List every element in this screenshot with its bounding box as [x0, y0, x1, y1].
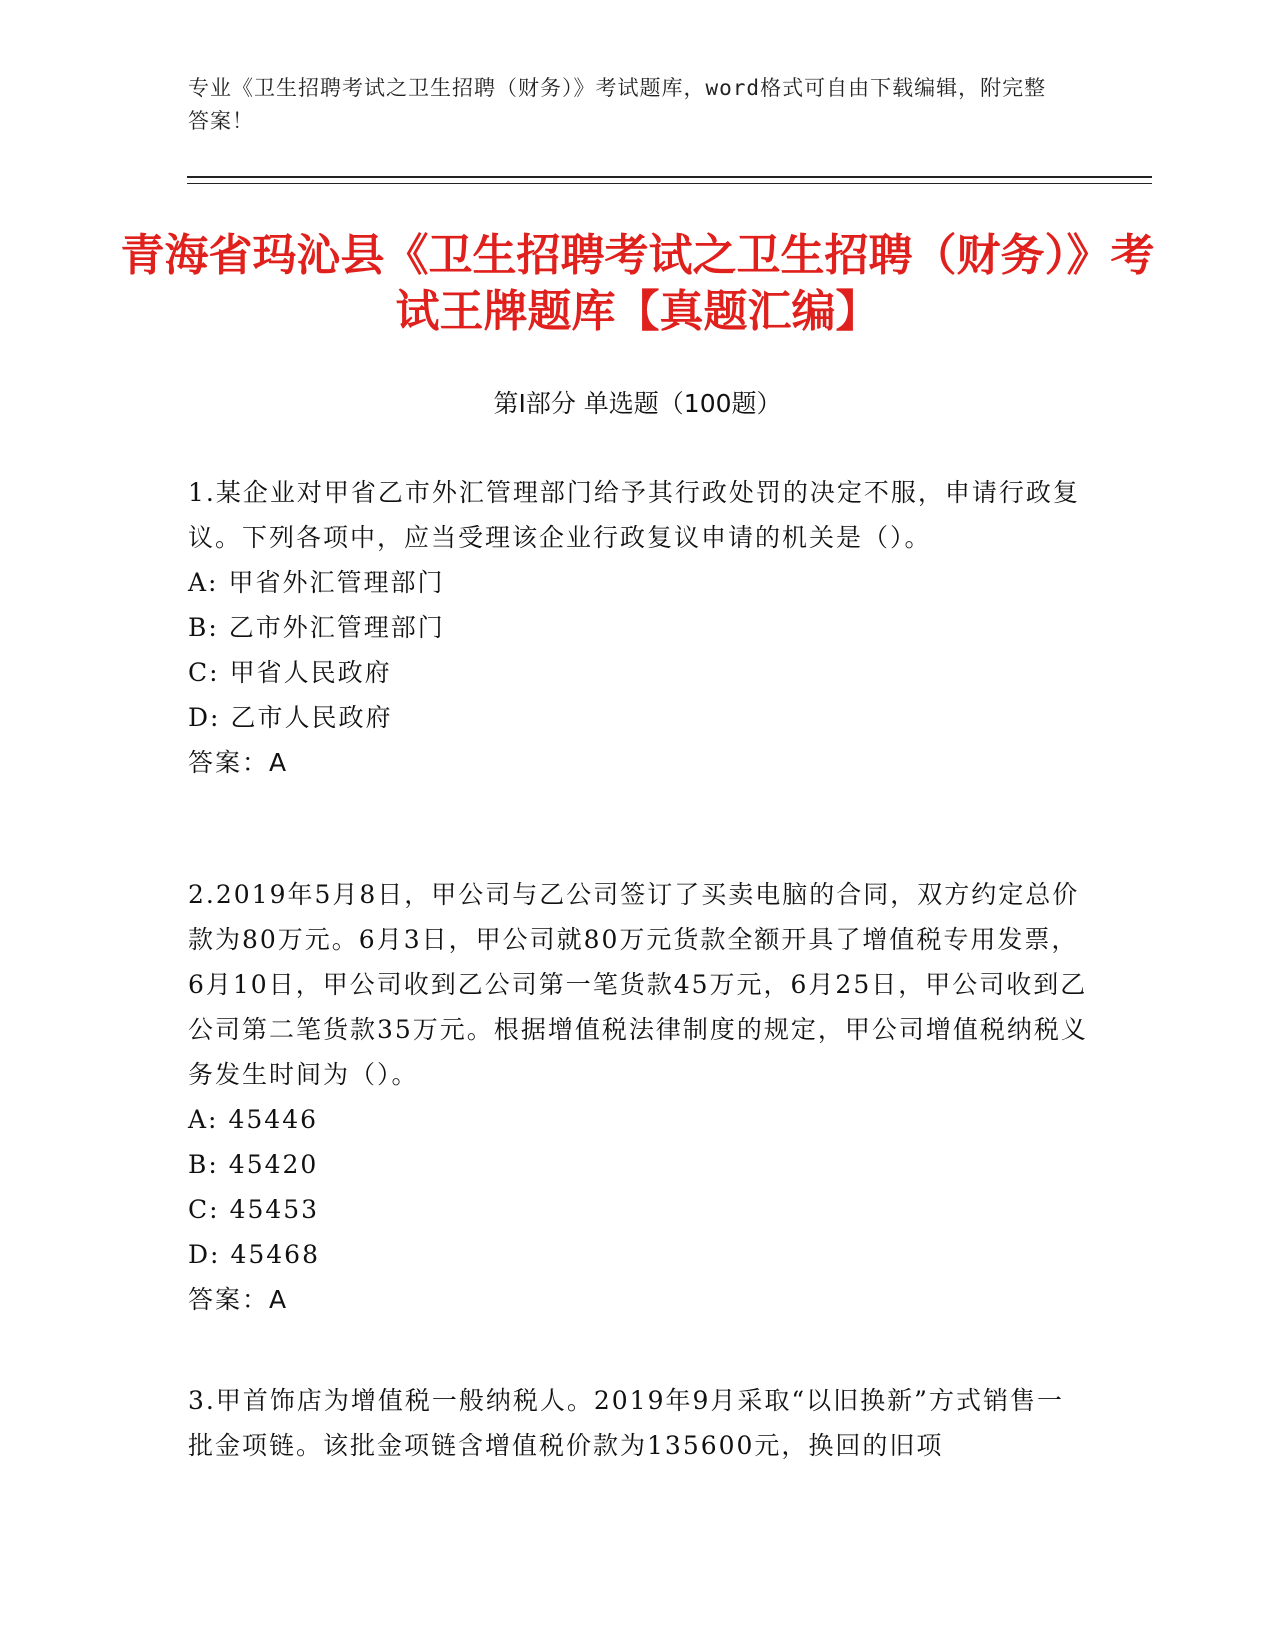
option-d [188, 695, 1088, 740]
option-text: 甲省外汇管理部门 [228, 568, 445, 597]
option-text: 甲省人民政府 [229, 658, 392, 687]
option-text: 45420 [228, 1150, 319, 1179]
header-note: 专业《卫生招聘考试之卫生招聘（财务）》考试题库，word格式可自由下载编辑，附完整答案！ [188, 76, 1047, 133]
option-letter: D: [188, 703, 221, 732]
section-heading: 第Ⅰ部分 单选题（100题） [493, 389, 782, 418]
option-letter: C: [188, 1195, 220, 1224]
option-letter: A: [188, 568, 219, 597]
answer-line: 答案：A [188, 1285, 289, 1314]
option-letter: C: [188, 658, 220, 687]
question-3 [188, 1378, 1088, 1468]
question-stem: 3.甲首饰店为增值税一般纳税人。2019年9月采取“以旧换新”方式销售一批金项链。该批金项链含增值税价款为135600元，换回的旧项 [188, 1386, 1064, 1460]
option-b [188, 1142, 1088, 1187]
option-letter: B: [188, 613, 219, 642]
option-text: 45468 [230, 1240, 320, 1269]
option-letter: B: [188, 1150, 219, 1179]
document-title: 青海省玛沁县《卫生招聘考试之卫生招聘（财务）》考试王牌题库【真题汇编】 [120, 230, 1155, 337]
header-divider-thin [187, 183, 1152, 184]
option-text: 乙市外汇管理部门 [228, 613, 445, 642]
option-d [188, 1232, 1088, 1277]
option-text: 45453 [229, 1195, 320, 1224]
question-2 [188, 872, 1088, 1322]
question-1 [188, 470, 1088, 785]
option-c [188, 1187, 1088, 1232]
option-a [188, 1097, 1088, 1142]
question-stem: 2.2019年5月8日，甲公司与乙公司签订了买卖电脑的合同，双方约定总价款为80万元。6月3日，甲公司就80万元货款全额开具了增值税专用发票，6月10日，甲公司收到乙公司第一笔货款45万元，6月25日，甲公司收到乙公司第二笔货款35万元。根据增值税法律制度的规定，甲公司增值税纳税义务发生时间为（）。 [188, 880, 1088, 1089]
option-a [188, 560, 1088, 605]
answer-line: 答案：A [188, 748, 289, 777]
option-text: 45446 [228, 1105, 319, 1134]
option-letter: A: [188, 1105, 219, 1134]
header-divider-thick [187, 176, 1152, 178]
option-letter: D: [188, 1240, 221, 1269]
question-stem: 1.某企业对甲省乙市外汇管理部门给予其行政处罚的决定不服，申请行政复议。下列各项中，应当受理该企业行政复议申请的机关是（）。 [188, 478, 1080, 552]
option-b [188, 605, 1088, 650]
option-text: 乙市人民政府 [230, 703, 393, 732]
option-c [188, 650, 1088, 695]
